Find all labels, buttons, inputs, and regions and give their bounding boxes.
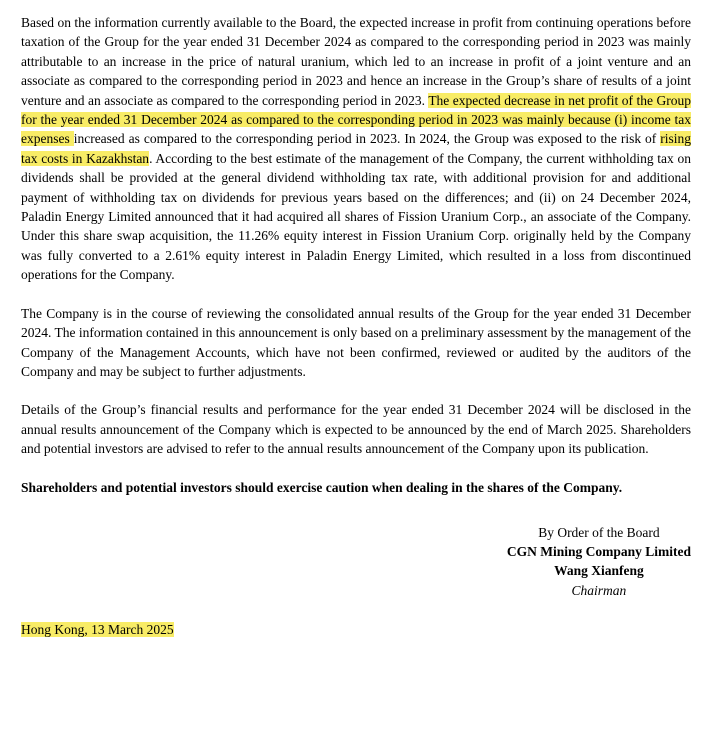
text-segment: Details of the Group’s financial results and performance for the year ended 31 December 2024 will be disclosed in the annual results announcement of the Company which is expected to be announced by the end of March 2025. Shareholders and potential investors are advised to refer to the annual results announcement of the Company upon its publication.: [21, 402, 691, 457]
signature-by-order-line: By Order of the Board: [538, 524, 660, 540]
signature-chairman-title: Chairman: [571, 582, 627, 598]
footer-date-line: [21, 620, 691, 639]
paragraph-review-status: [21, 304, 691, 382]
date-highlighted-text: Hong Kong, 13 March 2025: [21, 621, 174, 637]
highlighted-text: rising tax costs in Kazakhstan: [21, 131, 692, 166]
signature-company-name: CGN Mining Company Limited: [506, 544, 691, 560]
paragraph-caution: [21, 478, 691, 497]
text-segment: The Company is in the course of reviewing the consolidated annual results of the Group for the year ended 31 December 2024. The information contained in this announcement is only based on a preliminary assessment by the management of the Company of the Management Accounts, which have not been confirmed, reviewed or audited by the auditors of the Company and may be subject to further adjustments.: [21, 305, 691, 379]
paragraph-annual-results: [21, 400, 691, 458]
signature-signatory-name: Wang Xianfeng: [554, 563, 644, 579]
text-segment: increased as compared to the corresponding period in 2023. In 2024, the Group was exposed to the risk of: [73, 131, 661, 147]
text-segment: Shareholders and potential investors should exercise caution when dealing in the shares of the Company.: [21, 479, 623, 495]
paragraph-profit-explanation: [21, 13, 691, 285]
text-segment: Based on the information currently available to the Board, the expected increase in profit from continuing operations before taxation of the Group for the year ended 31 December 2024 as compared to the corresponding period in 2023 was mainly attributable to an increase in the price of natural uranium, which led to an increase in profit of a joint venture and an associate as compared to the corresponding period in 2023 and hence an increase in the Group’s share of results of a joint venture and an associate as compared to the corresponding period in 2023.: [21, 15, 691, 108]
signature-block: [507, 523, 691, 600]
highlighted-text: The expected decrease in net profit of the Group for the year ended 31 December 2024 as compared to the corresponding period in 2023 was mainly because (i) income tax expenses: [21, 92, 691, 147]
text-segment: . According to the best estimate of the management of the Company, the current withholding tax on dividends shall be provided at the general dividend withholding tax rate, with additional provision for and additional payment of withholding tax on dividends for previous years based on the differences; and (ii) on 24 December 2024, Paladin Energy Limited announced that it had acquired all shares of Fission Uranium Corp., an associate of the Company. Under this share swap acquisition, the 11.26% equity interest in Fission Uranium Corp. originally held by the Company was fully converted to a 2.61% equity interest in Paladin Energy Limited, which resulted in a loss from discontinued operations for the Company.: [21, 150, 691, 283]
